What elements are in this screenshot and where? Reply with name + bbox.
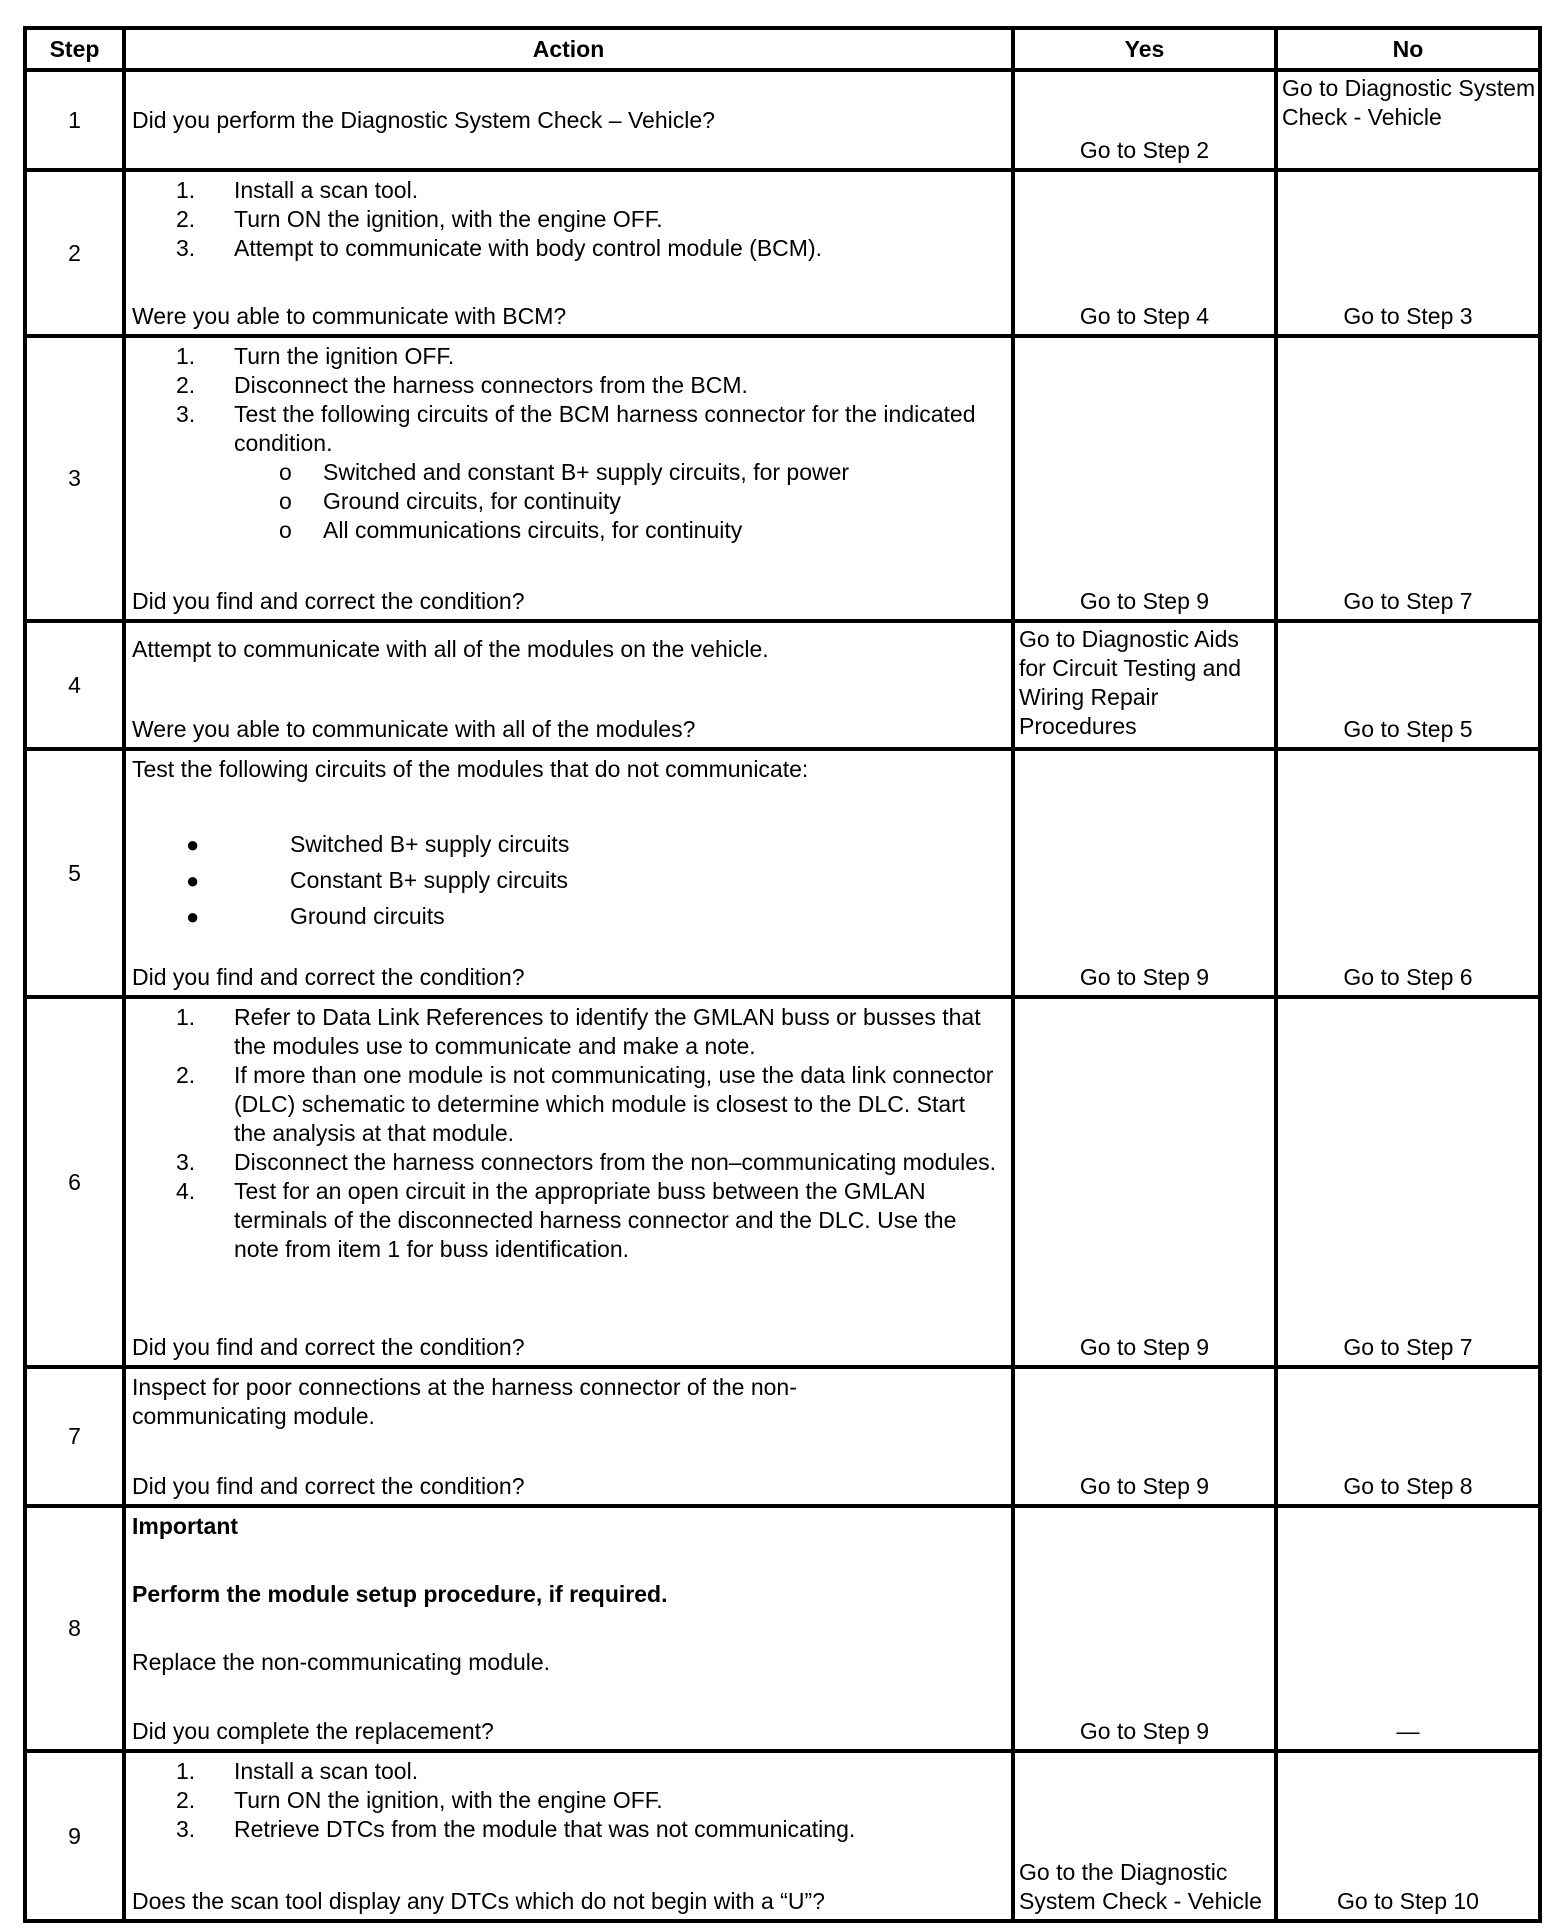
yes-result: Go to the Diagnostic System Check - Vehicle	[1019, 1859, 1262, 1914]
no-cell	[1276, 621, 1540, 749]
action-cell	[124, 621, 1013, 749]
no-cell	[1276, 170, 1540, 336]
yes-cell	[1013, 336, 1276, 621]
no-result: Go to Step 6	[1343, 964, 1473, 990]
question-text: Were you able to communicate with all of the modules?	[132, 716, 696, 742]
list-item: 2. Turn ON the ignition, with the engine OFF.	[176, 206, 663, 232]
question-text: Did you find and correct the condition?	[132, 588, 525, 614]
header-no: No	[1276, 28, 1540, 70]
action-cell	[124, 170, 1013, 336]
yes-cell	[1013, 1506, 1276, 1751]
yes-result: Go to Step 2	[1079, 137, 1210, 163]
list-item: 3. Disconnect the harness connectors from the non–communicating modules.	[176, 1149, 996, 1175]
list-item: 3. Attempt to communicate with body control module (BCM).	[176, 235, 823, 261]
no-cell	[1276, 749, 1540, 997]
table-row	[25, 70, 1540, 170]
list-item: 3. Retrieve DTCs from the module that was not communicating.	[176, 1816, 856, 1842]
header-yes: Yes	[1013, 28, 1276, 70]
yes-cell	[1013, 70, 1276, 170]
question-text: Did you find and correct the condition?	[132, 1473, 525, 1499]
no-cell	[1276, 1506, 1540, 1751]
step-number: 9	[25, 1751, 124, 1921]
table-row	[25, 1506, 1540, 1751]
important-text: Perform the module setup procedure, if required.	[132, 1581, 668, 1607]
question-text: Does the scan tool display any DTCs which do not begin with a “U”?	[132, 1888, 825, 1914]
yes-cell	[1013, 997, 1276, 1367]
yes-cell	[1013, 1751, 1276, 1921]
yes-result: Go to Step 9	[1079, 1718, 1210, 1744]
question-text: Did you complete the replacement?	[132, 1718, 494, 1744]
step-number: 6	[25, 997, 124, 1367]
table-row	[25, 997, 1540, 1367]
yes-result: Go to Step 9	[1079, 588, 1210, 614]
list-item: o Ground circuits, for continuity	[279, 488, 621, 514]
question-text: Did you perform the Diagnostic System Check – Vehicle?	[132, 106, 715, 133]
no-result: Go to Diagnostic System Check - Vehicle	[1282, 75, 1536, 130]
yes-cell	[1013, 621, 1276, 749]
no-result: —	[1396, 1718, 1420, 1744]
no-cell	[1276, 1751, 1540, 1921]
step-number: 2	[25, 170, 124, 336]
table-row	[25, 1367, 1540, 1506]
list-item: 3. Test the following circuits of the BCM harness connector for the indicated condition.	[176, 401, 976, 456]
header-action: Action	[124, 28, 1013, 70]
list-item: ● Switched B+ supply circuits	[186, 830, 570, 857]
instruction-text: Replace the non-communicating module.	[132, 1649, 551, 1675]
action-cell	[124, 336, 1013, 621]
list-item: 1. Install a scan tool.	[176, 177, 419, 203]
yes-cell	[1013, 749, 1276, 997]
action-cell	[124, 749, 1013, 997]
yes-result: Go to Diagnostic Aids for Circuit Testing and Wiring Repair Procedures	[1019, 626, 1242, 739]
step-number: 4	[25, 621, 124, 749]
table-row	[25, 336, 1540, 621]
numbered-list	[132, 1003, 1003, 1264]
instruction-text: Test the following circuits of the modules that do not communicate:	[132, 756, 809, 782]
list-item: 1. Turn the ignition OFF.	[176, 343, 455, 369]
no-cell	[1276, 1367, 1540, 1506]
list-item: ● Constant B+ supply circuits	[186, 866, 569, 893]
list-item: 4. Test for an open circuit in the appropriate buss between the GMLAN terminals of the disconnected harness connector and the DLC. Use the note from item 1 for buss identification.	[176, 1178, 957, 1262]
action-cell	[124, 1751, 1013, 1921]
no-result: Go to Step 8	[1343, 1473, 1473, 1499]
list-item: 2. If more than one module is not communicating, use the data link connector (DLC) schematic to determine which module is closest to the DLC. Start the analysis at that module.	[176, 1062, 994, 1146]
no-result: Go to Step 3	[1343, 303, 1473, 329]
step-number: 8	[25, 1506, 124, 1751]
sub-list	[132, 458, 1003, 545]
numbered-list	[132, 342, 1003, 458]
step-number: 3	[25, 336, 124, 621]
numbered-list	[132, 176, 1003, 263]
yes-result: Go to Step 9	[1079, 1473, 1210, 1499]
yes-cell	[1013, 170, 1276, 336]
numbered-list	[132, 1757, 1003, 1844]
action-cell	[124, 1367, 1013, 1506]
question-text: Did you find and correct the condition?	[132, 964, 525, 990]
step-number: 7	[25, 1367, 124, 1506]
list-item: 1. Install a scan tool.	[176, 1758, 419, 1784]
yes-result: Go to Step 4	[1079, 303, 1210, 329]
table-row	[25, 621, 1540, 749]
list-item: o Switched and constant B+ supply circuits, for power	[279, 459, 850, 485]
step-number: 5	[25, 749, 124, 997]
yes-result: Go to Step 9	[1079, 964, 1210, 990]
header-row	[25, 28, 1540, 70]
no-result: Go to Step 7	[1343, 1334, 1473, 1360]
instruction-text: Attempt to communicate with all of the modules on the vehicle.	[132, 636, 769, 662]
yes-result: Go to Step 9	[1079, 1334, 1210, 1360]
question-text: Were you able to communicate with BCM?	[132, 303, 567, 329]
list-item: 1. Refer to Data Link References to identify the GMLAN buss or busses that the modules use to communicate and make a note.	[176, 1004, 981, 1059]
yes-cell	[1013, 1367, 1276, 1506]
action-cell	[124, 997, 1013, 1367]
question-text: Did you find and correct the condition?	[132, 1334, 525, 1360]
no-result: Go to Step 5	[1343, 716, 1473, 742]
list-item: 2. Turn ON the ignition, with the engine OFF.	[176, 1787, 663, 1813]
step-number: 1	[25, 70, 124, 170]
list-item: ● Ground circuits	[186, 902, 445, 929]
no-result: Go to Step 7	[1343, 588, 1473, 614]
list-item: 2. Disconnect the harness connectors from the BCM.	[176, 372, 748, 398]
instruction-text: Inspect for poor connections at the harness connector of the non-communicating module.	[132, 1374, 797, 1429]
action-cell	[124, 70, 1013, 170]
header-step: Step	[25, 28, 124, 70]
diagnostic-table	[23, 26, 1542, 1923]
important-label: Important	[132, 1513, 239, 1539]
list-item: o All communications circuits, for continuity	[279, 517, 743, 543]
no-cell	[1276, 70, 1540, 170]
action-cell	[124, 1506, 1013, 1751]
no-cell	[1276, 997, 1540, 1367]
table-row	[25, 1751, 1540, 1921]
no-result: Go to Step 10	[1337, 1888, 1479, 1914]
no-cell	[1276, 336, 1540, 621]
table-row	[25, 749, 1540, 997]
bullet-list	[132, 826, 1003, 934]
table-row	[25, 170, 1540, 336]
